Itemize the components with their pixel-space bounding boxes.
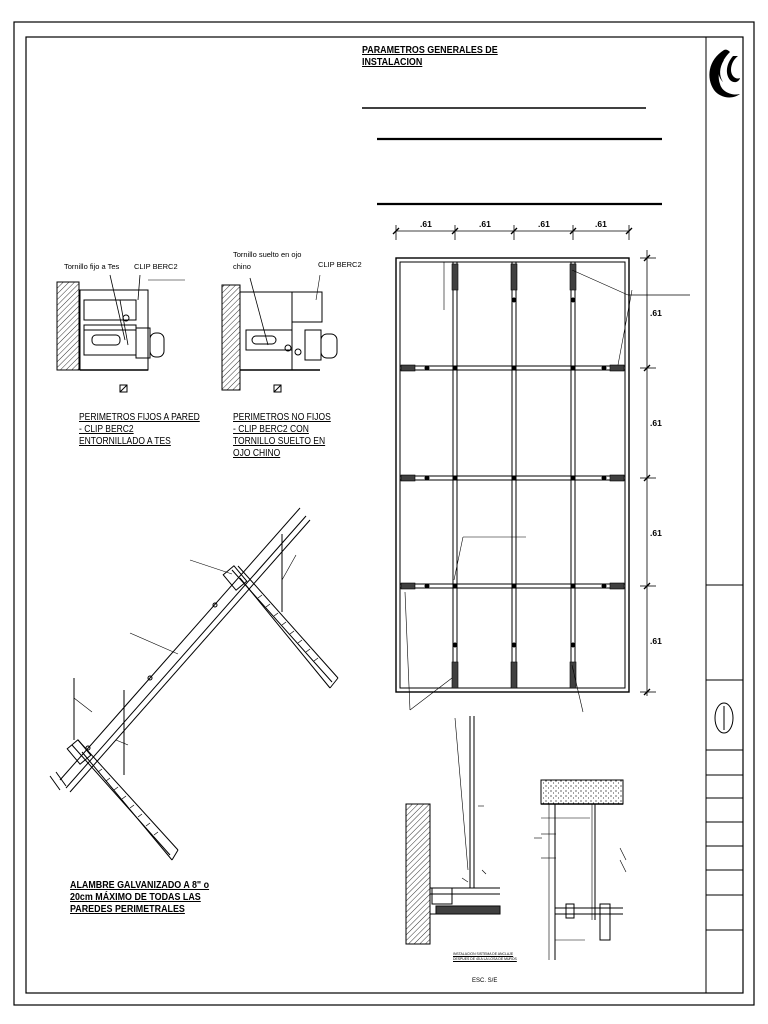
section-slab-hanger	[534, 780, 626, 960]
section-note	[453, 952, 517, 961]
sheet-border	[14, 22, 754, 1005]
caption-loose-line-1: PERIMETROS NO FIJOS	[233, 412, 331, 423]
scale-label: ESC. S/E	[472, 978, 498, 984]
sheet-title-line-1: PARAMETROS GENERALES DE	[362, 44, 498, 56]
sheet-title	[362, 44, 498, 68]
dim-top-1: .61	[420, 219, 432, 229]
dim-side-1: .61	[650, 308, 662, 318]
wire-note-line-1: ALAMBRE GALVANIZADO A 8" o	[70, 879, 210, 891]
wire-note-line-2: 20cm MÁXIMO DE TODAS LAS	[70, 891, 201, 903]
wire-note	[70, 879, 209, 915]
caption-loose-line-3: TORNILLO SUELTO EN	[233, 436, 326, 447]
callout-clip-left: CLIP BERC2	[134, 262, 178, 271]
ceiling-grid-plan	[393, 225, 690, 712]
caption-loose-line-2: - CLIP BERC2 CON	[233, 424, 309, 435]
section-note-line-2: DESPUES DE 45 A LA LOSA DE MUROS	[453, 956, 517, 961]
caption-loose-perimeter	[233, 412, 331, 460]
dim-side-2: .61	[650, 418, 662, 428]
caption-fixed-line-2: - CLIP BERC2	[79, 424, 134, 435]
caption-fixed-perimeter	[79, 412, 200, 448]
sheet-title-line-2: INSTALACION	[362, 56, 423, 68]
dim-side-4: .61	[650, 636, 662, 646]
dim-side-3: .61	[650, 528, 662, 538]
callout-loose-screw-2: chino	[233, 262, 251, 271]
title-block	[706, 37, 743, 993]
dim-top-2: .61	[479, 219, 491, 229]
wire-note-line-3: PAREDES PERIMETRALES	[70, 903, 185, 915]
caption-fixed-line-3: ENTORNILLADO A TES	[79, 436, 171, 447]
caption-fixed-line-1: PERIMETROS FIJOS A PARED	[79, 412, 200, 423]
section-wall-anchor	[406, 716, 500, 944]
detail-fixed-perimeter	[57, 275, 185, 392]
detail-loose-perimeter	[222, 275, 337, 392]
title-rules	[362, 108, 662, 204]
caption-loose-line-4: OJO CHINO	[233, 448, 281, 459]
callout-fixed-screw: Tornillo fijo a Tes	[64, 262, 120, 271]
dim-top-4: .61	[595, 219, 607, 229]
callout-loose-screw-1: Tornillo suelto en ojo	[233, 250, 302, 259]
callout-clip-right: CLIP BERC2	[318, 260, 362, 269]
isometric-grid-view	[50, 508, 338, 860]
section-note-line-1: INSTALACION SISTEMA DE ANCLAJE	[453, 952, 514, 956]
university-logo	[709, 50, 740, 98]
dim-top-3: .61	[538, 219, 550, 229]
